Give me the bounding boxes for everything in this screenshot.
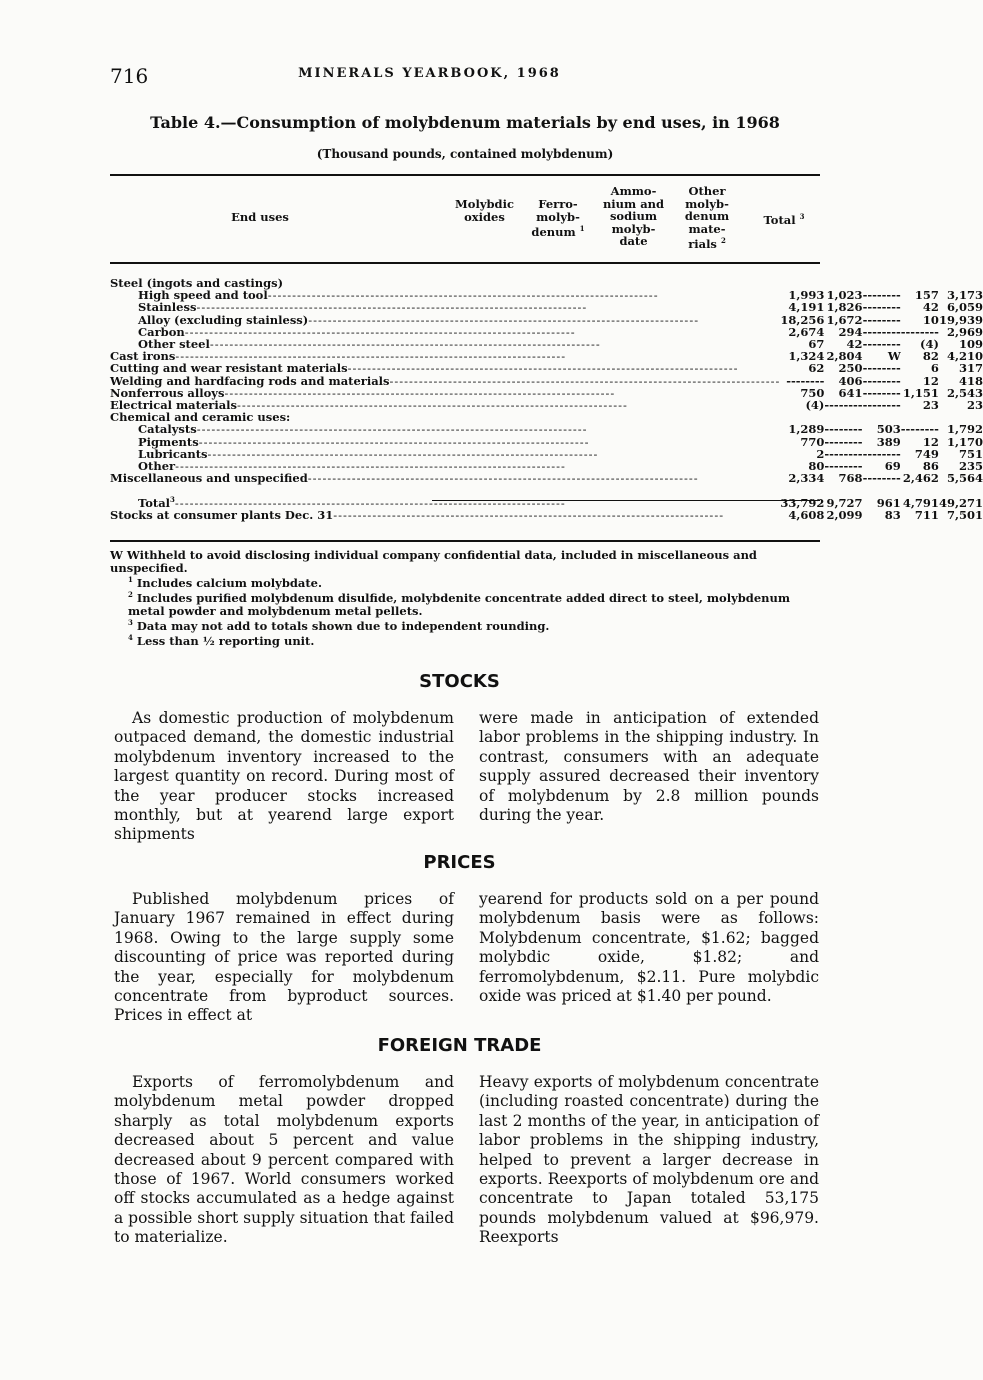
total-rule bbox=[432, 500, 820, 501]
table-cell: 2,674 bbox=[788, 324, 825, 339]
row-label: Pigments ----- bbox=[110, 436, 780, 448]
total-row bbox=[110, 494, 983, 509]
table-title: Table 4.—Consumption of molybdenum materials by end uses, in 1968 bbox=[150, 113, 780, 132]
table-cell: 1,792 bbox=[946, 422, 983, 437]
table-cell: 406 bbox=[838, 373, 863, 388]
table-cell: 18,256 bbox=[780, 312, 825, 327]
header-ferromolybdenum: Ferro- molyb- denum $^1$ bbox=[531, 197, 585, 239]
row-label: Total$^3$ ----- bbox=[110, 494, 780, 509]
row-label: Lubricants ----- bbox=[110, 448, 780, 460]
row-label: Cutting and wear resistant materials ----- bbox=[110, 362, 780, 374]
table-cell: 2,462 bbox=[902, 471, 939, 486]
table-cell: 4,210 bbox=[946, 349, 983, 364]
spacer-row bbox=[110, 484, 983, 494]
stocks-right-column: were made in anticipation of extended labor problems in the shipping industry. In contrast, consumers with an adequate supply assured decreased their inventory of molybdenum by 2.8 million pounds during the year. bbox=[479, 709, 819, 825]
table-cell: 12 bbox=[922, 434, 939, 449]
row-label: Welding and hardfacing rods and materials ----- bbox=[110, 375, 780, 387]
table-cell: 42 bbox=[846, 337, 863, 352]
table-cell: 1,672 bbox=[826, 312, 863, 327]
header-end-uses: End uses bbox=[231, 210, 289, 224]
table-row bbox=[110, 472, 983, 484]
table-cell: 1,023 bbox=[826, 288, 863, 303]
row-label: Electrical materials ----- bbox=[110, 399, 780, 411]
table-cell: -------- bbox=[862, 446, 901, 461]
row-label: Other ----- bbox=[110, 460, 780, 472]
table-cell: -------- bbox=[862, 398, 901, 413]
table-cell: 86 bbox=[922, 459, 939, 474]
stocks-row bbox=[110, 509, 983, 521]
table-cell: 12 bbox=[922, 373, 939, 388]
table-cell: 4,791 bbox=[902, 496, 939, 511]
row-label: Nonferrous alloys ----- bbox=[110, 387, 780, 399]
table-cell: -------- bbox=[862, 471, 901, 486]
table-cell: -------- bbox=[862, 300, 901, 315]
row-label: High speed and tool ----- bbox=[110, 289, 780, 301]
page-number: 716 bbox=[110, 64, 149, 88]
table-cell: (4) bbox=[920, 337, 939, 352]
row-label: Steel (ingots and castings) bbox=[110, 276, 284, 290]
table-cell: -------- bbox=[862, 324, 901, 339]
table-cell: 23 bbox=[966, 398, 983, 413]
table-cell: 250 bbox=[838, 361, 863, 376]
table-bottom-rule bbox=[110, 540, 820, 542]
table-cell: 2,804 bbox=[826, 349, 863, 364]
table-cell: 768 bbox=[838, 471, 863, 486]
table-cell: 1,324 bbox=[788, 349, 825, 364]
dot-leader bbox=[333, 508, 724, 522]
table-cell: -------- bbox=[824, 422, 863, 437]
table-cell: 1,170 bbox=[946, 434, 983, 449]
table-cell: 503 bbox=[876, 422, 901, 437]
row-label: Other steel ----- bbox=[110, 338, 780, 350]
section-heading-prices: PRICES bbox=[423, 852, 496, 873]
table-cell: 80 bbox=[808, 459, 825, 474]
header-total: Total $^3$ bbox=[763, 212, 805, 227]
running-head: MINERALS YEARBOOK, 1968 bbox=[298, 66, 561, 81]
table-cell: 2,099 bbox=[826, 508, 863, 523]
table-cell: 750 bbox=[800, 385, 825, 400]
footnote-4: $^4$ Less than ½ reporting unit. bbox=[128, 633, 315, 649]
table-cell: 711 bbox=[914, 508, 939, 523]
table-cell: -------- bbox=[862, 337, 901, 352]
row-label: Catalysts ----- bbox=[110, 423, 780, 435]
table-cell: 2 bbox=[816, 446, 825, 461]
prices-right-column: yearend for products sold on a per pound molybdenum basis were as follows: Molybdenum concentrate, $1.62; bagged molybdic oxide, $1.82; and ferromolybdenum, $2.11. Pure molybdic oxide was priced at $1.40 per pound. bbox=[479, 890, 819, 1006]
table-cell: -------- bbox=[862, 288, 901, 303]
row-label: Chemical and ceramic uses: bbox=[110, 410, 291, 425]
table-cell: 5,564 bbox=[946, 471, 983, 486]
table-cell: 1,289 bbox=[788, 422, 825, 437]
table-cell: 235 bbox=[958, 459, 983, 474]
table-cell: 82 bbox=[922, 349, 939, 364]
footnote-1: $^1$ Includes calcium molybdate. bbox=[128, 575, 322, 590]
stocks-left-column: As domestic production of molybdenum outpaced demand, the domestic industrial molybdenum inventory increased to the largest quantity on record. During most of the year producer stocks increased monthly, but at yearend large export shipments bbox=[114, 709, 454, 844]
row-label: Stainless ----- bbox=[110, 301, 780, 313]
footnotes bbox=[110, 549, 820, 648]
dot-leader bbox=[308, 471, 699, 485]
table-cell: -------- bbox=[824, 434, 863, 449]
dot-leader bbox=[237, 398, 628, 412]
section-heading-foreign-trade: FOREIGN TRADE bbox=[377, 1035, 542, 1056]
table-cell: 3,173 bbox=[946, 288, 983, 303]
table-cell: 4,191 bbox=[788, 300, 825, 315]
table-cell: 6,059 bbox=[946, 300, 983, 315]
table-cell: 751 bbox=[958, 446, 983, 461]
table-cell: 1,826 bbox=[826, 300, 863, 315]
table-cell: 1,993 bbox=[788, 288, 825, 303]
table-cell: 19,939 bbox=[938, 312, 983, 327]
table-cell: 10 bbox=[922, 312, 939, 327]
table-cell: 4,608 bbox=[788, 508, 825, 523]
table-cell: -------- bbox=[862, 385, 901, 400]
table-cell: 770 bbox=[800, 434, 825, 449]
footnote-2: $^2$ Includes purified molybdenum disulfide, molybdenite concentrate added direct to steel, molybdenum metal powder and molybdenum metal pellets. bbox=[128, 590, 791, 618]
table-cell: -------- bbox=[786, 373, 825, 388]
table-cell: 294 bbox=[838, 324, 863, 339]
row-label: Miscellaneous and unspecified ----- bbox=[110, 472, 780, 484]
row-label: Stocks at consumer plants Dec. 31 ----- bbox=[110, 509, 780, 521]
table-cell: -------- bbox=[862, 361, 901, 376]
table-cell: (4) bbox=[805, 398, 825, 413]
table-cell: -------- bbox=[900, 422, 939, 437]
table-cell: 33,792 bbox=[780, 496, 825, 511]
consumption-table bbox=[110, 277, 983, 522]
table-cell: -------- bbox=[862, 312, 901, 327]
table-cell: 23 bbox=[922, 398, 939, 413]
table-cell: 1,151 bbox=[902, 385, 939, 400]
table-cell: -------- bbox=[862, 373, 901, 388]
table-cell: 389 bbox=[876, 434, 901, 449]
table-cell: 67 bbox=[808, 337, 825, 352]
header-bottom-rule bbox=[110, 262, 820, 264]
header-other-molybdenum-materials: Other molyb- denum mate- rials $^2$ bbox=[684, 184, 730, 251]
row-label: Carbon ----- bbox=[110, 326, 780, 338]
header-molybdic-oxides: Molybdic oxides bbox=[455, 197, 514, 224]
section-heading-stocks: STOCKS bbox=[419, 671, 500, 692]
table-cell: 2,334 bbox=[788, 471, 825, 486]
table-cell: -------- bbox=[824, 398, 863, 413]
table-cell: 2,543 bbox=[946, 385, 983, 400]
table-cell: 7,501 bbox=[946, 508, 983, 523]
row-label: Cast irons ----- bbox=[110, 350, 780, 362]
table-cell: -------- bbox=[824, 459, 863, 474]
table-cell: 9,727 bbox=[826, 496, 863, 511]
footnote-3: $^3$ Data may not add to totals shown due to independent rounding. bbox=[128, 618, 550, 633]
table-subtitle: (Thousand pounds, contained molybdenum) bbox=[316, 147, 614, 161]
table-cell: 49,271 bbox=[938, 496, 983, 511]
footnote-w: W Withheld to avoid disclosing individual company confidential data, included in miscellaneous and unspecified. bbox=[110, 548, 757, 575]
foreign-trade-left-column: Exports of ferromolybdenum and molybdenum metal powder dropped sharply as total molybdenum exports decreased about 5 percent and value decreased about 9 percent compared with those of 1967. World consumers worked off stocks accumulated as a hedge against a possible short supply situation that failed to materialize. bbox=[114, 1073, 454, 1247]
table-cell: W bbox=[887, 349, 901, 364]
prices-left-column: Published molybdenum prices of January 1967 remained in effect during 1968. Owing to the large supply some discounting of price was reported during the year, especially for molybdenum concentrate from byproduct sources. Prices in effect at bbox=[114, 890, 454, 1025]
table-cell: 641 bbox=[838, 385, 863, 400]
table-cell: 62 bbox=[808, 361, 825, 376]
foreign-trade-right-column: Heavy exports of molybdenum concentrate (including roasted concentrate) during the last 2 months of the year, in anticipation of labor problems in the shipping industry, helped to prevent a larger decrease in exports. Reexports of molybdenum ore and concentrate to Japan totaled 53,175 pounds molybdenum valued at $96,979. Reexports bbox=[479, 1073, 819, 1247]
table-cell: -------- bbox=[824, 446, 863, 461]
row-label: Alloy (excluding stainless) ----- bbox=[110, 314, 780, 326]
table-cell: 109 bbox=[958, 337, 983, 352]
table-cell: 749 bbox=[914, 446, 939, 461]
table-cell: 2,969 bbox=[946, 324, 983, 339]
table-cell: 42 bbox=[922, 300, 939, 315]
table-cell: -------- bbox=[900, 324, 939, 339]
table-cell: 69 bbox=[884, 459, 901, 474]
table-cell: 317 bbox=[958, 361, 983, 376]
table-top-rule bbox=[110, 174, 820, 176]
table-cell: 961 bbox=[876, 496, 901, 511]
header-ammonium-sodium-molybdate: Ammo- nium and sodium molyb- date bbox=[602, 184, 665, 248]
table-cell: 6 bbox=[930, 361, 939, 376]
table-cell: 157 bbox=[914, 288, 939, 303]
table-cell: 83 bbox=[884, 508, 901, 523]
table-cell: 418 bbox=[958, 373, 983, 388]
